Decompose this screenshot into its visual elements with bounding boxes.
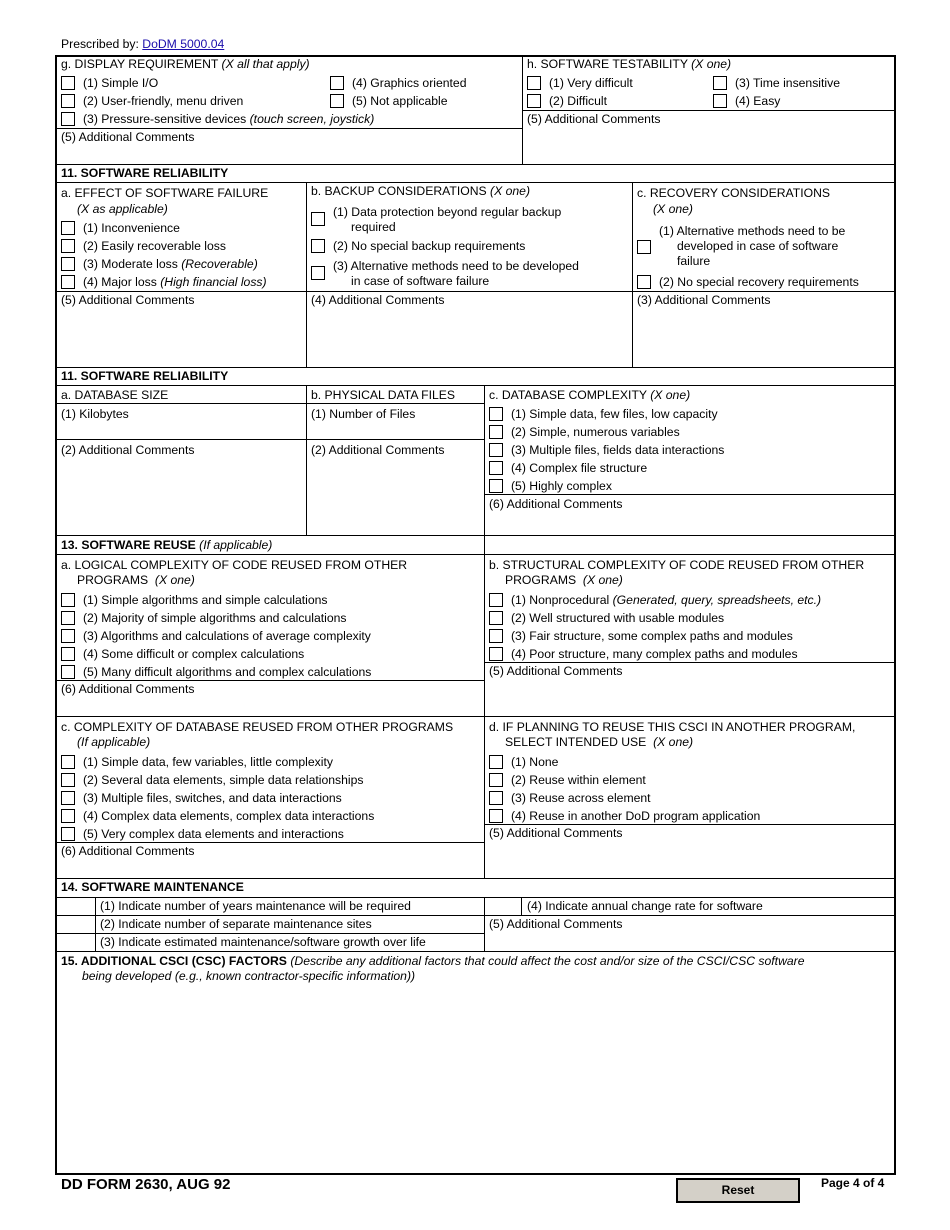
s13d4-label: (4) Reuse in another DoD program application [511,809,761,823]
s11c-title: c. RECOVERY CONSIDERATIONS [637,186,831,200]
s13b1-checkbox[interactable] [489,593,503,607]
s13c-title: c. COMPLEXITY OF DATABASE REUSED FROM OTHER PROGRAMS [61,720,454,734]
rule [484,494,895,495]
s13a1-label: (1) Simple algorithms and simple calculations [83,593,328,607]
divider [306,182,307,367]
s13b5-label: (5) Additional Comments [489,664,623,678]
s13b-title-l2: PROGRAMS (X one) [505,573,623,587]
rule [56,291,895,292]
s12a-title: a. DATABASE SIZE [61,388,169,402]
s13d-title-l2: SELECT INTENDED USE (X one) [505,735,694,749]
s11a-title: a. EFFECT OF SOFTWARE FAILURE [61,186,269,200]
s13b2-checkbox[interactable] [489,611,503,625]
s13a2-checkbox[interactable] [61,611,75,625]
s12b1-label: (1) Number of Files [311,407,416,421]
rule [56,915,895,916]
s11a3-label: (3) Moderate loss (Recoverable) [83,257,258,271]
s15-note-l2: being developed (e.g., known contractor-specific information)) [82,969,416,983]
s13c6-label: (6) Additional Comments [61,844,195,858]
h4-checkbox[interactable] [713,94,727,108]
s13d4-checkbox[interactable] [489,809,503,823]
s11b3-label-l2: in case of software failure [351,274,490,288]
rule [484,662,895,663]
rule [56,439,484,440]
s11b3-checkbox[interactable] [311,266,325,280]
s14r2-label: (2) Indicate number of separate maintenance sites [100,917,372,931]
s11b1-label-l1: (1) Data protection beyond regular backup [333,205,562,219]
s13c-note: (If applicable) [77,735,151,749]
s12a2-label: (2) Additional Comments [61,443,195,457]
s12c1-label: (1) Simple data, few files, low capacity [511,407,718,421]
s13a4-checkbox[interactable] [61,647,75,661]
s13c5-label: (5) Very complex data elements and interactions [83,827,344,841]
divider [484,385,485,878]
s14r4-label: (4) Indicate annual change rate for software [527,899,763,913]
s13d2-checkbox[interactable] [489,773,503,787]
s13a2-label: (2) Majority of simple algorithms and calculations [83,611,347,625]
s11b3-label-l1: (3) Alternative methods need to be developed [333,259,579,273]
prescribed-by [61,37,224,51]
rule [56,933,484,934]
s11b1-label-l2: required [351,220,396,234]
s15-title: 15. ADDITIONAL CSCI (CSC) FACTORS (Describe any additional factors that could affect the cost and/or size of the CSCI/CSC software [61,954,805,968]
h1-checkbox[interactable] [527,76,541,90]
s13a5-label: (5) Many difficult algorithms and complex calculations [83,665,372,679]
s11a4-checkbox[interactable] [61,275,75,289]
rule [56,716,895,717]
rule [56,164,895,165]
s13d3-label: (3) Reuse across element [511,791,651,805]
s13d5-label: (5) Additional Comments [489,826,623,840]
s12c6-label: (6) Additional Comments [489,497,623,511]
h2-label: (2) Difficult [549,94,608,108]
s12c4-checkbox[interactable] [489,461,503,475]
s11b2-checkbox[interactable] [311,239,325,253]
divider [521,897,522,915]
s13c1-checkbox[interactable] [61,755,75,769]
prescribed-link[interactable]: DoDM 5000.04 [142,37,225,51]
s12c-title: c. DATABASE COMPLEXITY (X one) [489,388,691,402]
g2-checkbox[interactable] [61,94,75,108]
g3-label: (3) Pressure-sensitive devices (touch screen, joystick) [83,112,375,126]
s13d3-checkbox[interactable] [489,791,503,805]
s12c4-label: (4) Complex file structure [511,461,648,475]
s12c2-label: (2) Simple, numerous variables [511,425,680,439]
g4-checkbox[interactable] [330,76,344,90]
s12c5-checkbox[interactable] [489,479,503,493]
s13c5-checkbox[interactable] [61,827,75,841]
g5-checkbox[interactable] [330,94,344,108]
s13c4-label: (4) Complex data elements, complex data interactions [83,809,375,823]
h4-label: (4) Easy [735,94,781,108]
s13-title: 13. SOFTWARE REUSE (If applicable) [61,538,273,552]
h-title: h. SOFTWARE TESTABILITY (X one) [527,57,732,71]
divider [306,385,307,535]
s11a-note: (X as applicable) [77,202,168,216]
divider [632,182,633,367]
s11c1-checkbox[interactable] [637,240,651,254]
g-title: g. DISPLAY REQUIREMENT (X all that apply) [61,57,310,71]
g5-label: (5) Not applicable [352,94,448,108]
rule [56,842,484,843]
s13c3-label: (3) Multiple files, switches, and data interactions [83,791,342,805]
s13c1-label: (1) Simple data, few variables, little complexity [83,755,333,769]
s13d-title-l1: d. IF PLANNING TO REUSE THIS CSCI IN ANOTHER PROGRAM, [489,720,856,734]
g-comments-label: (5) Additional Comments [61,130,195,144]
h3-label: (3) Time insensitive [735,76,840,90]
g3-checkbox[interactable] [61,112,75,126]
rule [56,535,895,536]
s11a1-label: (1) Inconvenience [83,221,180,235]
s11b2-label: (2) No special backup requirements [333,239,526,253]
s13a6-label: (6) Additional Comments [61,682,195,696]
s13d2-label: (2) Reuse within element [511,773,646,787]
s13a-title-l1: a. LOGICAL COMPLEXITY OF CODE REUSED FROM OTHER [61,558,408,572]
s13b-title-l1: b. STRUCTURAL COMPLEXITY OF CODE REUSED FROM OTHER [489,558,865,572]
s14r5-label: (5) Additional Comments [489,917,623,931]
s11c1-label-l1: (1) Alternative methods need to be [659,224,846,238]
s14r1-label: (1) Indicate number of years maintenance will be required [100,899,411,913]
rule [522,110,895,111]
s11c1-label-l3: failure [677,254,711,268]
h3-checkbox[interactable] [713,76,727,90]
prescribed-label: Prescribed by: [61,37,139,51]
s13d1-label: (1) None [511,755,559,769]
g1-label: (1) Simple I/O [83,76,159,90]
s11-title: 11. SOFTWARE RELIABILITY [61,166,229,180]
rule [484,824,895,825]
rule [56,128,522,129]
rule [56,367,895,368]
s12c5-label: (5) Highly complex [511,479,612,493]
s12c3-checkbox[interactable] [489,443,503,457]
s14r3-label: (3) Indicate estimated maintenance/software growth over life [100,935,426,949]
divider [95,897,96,951]
s13b1-label: (1) Nonprocedural (Generated, query, spreadsheets, etc.) [511,593,822,607]
h1-label: (1) Very difficult [549,76,633,90]
s11a-comments: (5) Additional Comments [61,293,195,307]
rule [56,182,895,183]
g1-checkbox[interactable] [61,76,75,90]
s13a5-checkbox[interactable] [61,665,75,679]
s13c4-checkbox[interactable] [61,809,75,823]
s13a3-label: (3) Algorithms and calculations of average complexity [83,629,371,643]
form-id: DD FORM 2630, AUG 92 [61,1176,231,1193]
s11a3-checkbox[interactable] [61,257,75,271]
h2-checkbox[interactable] [527,94,541,108]
h-comments-label: (5) Additional Comments [527,112,661,126]
s13a-title-l2: PROGRAMS (X one) [77,573,195,587]
s11b-title: b. BACKUP CONSIDERATIONS (X one) [311,184,530,198]
s11a4-label: (4) Major loss (High financial loss) [83,275,267,289]
s11a2-label: (2) Easily recoverable loss [83,239,226,253]
s11c2-label: (2) No special recovery requirements [659,275,859,289]
s11c-comments: (3) Additional Comments [637,293,771,307]
s13c3-checkbox[interactable] [61,791,75,805]
s13a3-checkbox[interactable] [61,629,75,643]
rule [56,554,895,555]
s12c1-checkbox[interactable] [489,407,503,421]
s12b-title: b. PHYSICAL DATA FILES [311,388,456,402]
rule [56,878,895,879]
s13c2-checkbox[interactable] [61,773,75,787]
s13b3-checkbox[interactable] [489,629,503,643]
s13b3-label: (3) Fair structure, some complex paths and modules [511,629,793,643]
s12c3-label: (3) Multiple files, fields data interactions [511,443,725,457]
reset-button[interactable]: Reset [676,1178,800,1203]
s13b4-label: (4) Poor structure, many complex paths and modules [511,647,798,661]
s13c2-label: (2) Several data elements, simple data relationships [83,773,364,787]
rule [56,680,484,681]
page-number: Page 4 of 4 [821,1176,885,1190]
divider [484,897,485,951]
s12-title: 11. SOFTWARE RELIABILITY [61,369,229,383]
s11b-comments: (4) Additional Comments [311,293,445,307]
s14-title: 14. SOFTWARE MAINTENANCE [61,880,244,894]
rule [56,951,895,952]
rule [56,897,895,898]
rule [56,385,895,386]
s13a1-checkbox[interactable] [61,593,75,607]
s11c2-checkbox[interactable] [637,275,651,289]
s13d1-checkbox[interactable] [489,755,503,769]
s12c2-checkbox[interactable] [489,425,503,439]
s11b1-checkbox[interactable] [311,212,325,226]
rule [56,403,484,404]
s12b2-label: (2) Additional Comments [311,443,445,457]
s13a4-label: (4) Some difficult or complex calculations [83,647,305,661]
g2-label: (2) User-friendly, menu driven [83,94,244,108]
g4-label: (4) Graphics oriented [352,76,467,90]
s13b2-label: (2) Well structured with usable modules [511,611,725,625]
s11a1-checkbox[interactable] [61,221,75,235]
s11c1-label-l2: developed in case of software [677,239,839,253]
s11c-note: (X one) [653,202,693,216]
s13b4-checkbox[interactable] [489,647,503,661]
s12a1-label: (1) Kilobytes [61,407,129,421]
s11a2-checkbox[interactable] [61,239,75,253]
